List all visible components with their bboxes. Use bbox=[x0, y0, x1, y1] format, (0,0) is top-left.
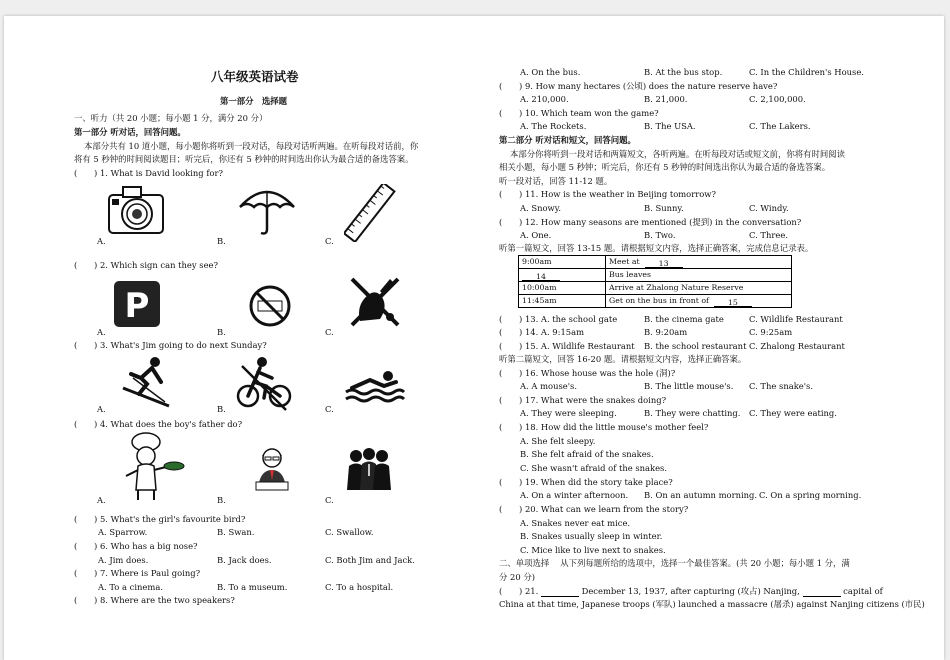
option: B. the cinema gate bbox=[644, 314, 724, 324]
option: A. On a winter afternoon. bbox=[520, 490, 629, 500]
listening-part2-heading: 第二部分 听对话和短文，回答问题。 bbox=[499, 135, 636, 145]
option-a-label: A. bbox=[97, 327, 106, 337]
option: C. Three. bbox=[749, 230, 788, 240]
option: C. She wasn't afraid of the snakes. bbox=[520, 463, 668, 473]
option: B. Sunny. bbox=[644, 203, 684, 213]
instruction-line: 相关小题，每小题 5 秒钟；听完后，你还有 5 秒钟的时间选出你认为最合适的备选答案。 bbox=[499, 162, 831, 172]
option: C. 9:25am bbox=[749, 327, 793, 337]
parking-sign-icon bbox=[112, 279, 162, 329]
question-9: ( ) 9. How many hectares (公顷) does the nature reserve have? bbox=[499, 81, 778, 91]
option: C. They were eating. bbox=[749, 408, 837, 418]
info-record-table bbox=[518, 255, 792, 308]
table-row bbox=[519, 256, 792, 269]
option-b-label: B. bbox=[217, 236, 226, 246]
grammar-section-heading: 二、单项选择 从下列每题所给的选项中，选择一个最佳答案。(共 20 小题；每小题 1 分，满 bbox=[499, 558, 850, 568]
table-row bbox=[519, 282, 792, 295]
question-10: ( ) 10. Which team won the game? bbox=[499, 108, 659, 118]
question-17: ( ) 17. What were the snakes doing? bbox=[499, 395, 667, 405]
option: B. At the bus stop. bbox=[644, 67, 723, 77]
ruler-icon bbox=[344, 184, 396, 242]
option-a-label: A. bbox=[97, 495, 106, 505]
option: C. Mice like to live next to snakes. bbox=[520, 545, 666, 555]
option: A. One. bbox=[520, 230, 552, 240]
table-row bbox=[519, 295, 792, 308]
blank-14[interactable]: 14 bbox=[522, 272, 560, 281]
question-20: ( ) 20. What can we learn from the story? bbox=[499, 504, 689, 514]
option: B. On an autumn morning. bbox=[644, 490, 758, 500]
listening-part1-heading: 第一部分 听对话，回答问题。 bbox=[74, 127, 186, 137]
table-cell: 11:45am bbox=[519, 295, 606, 308]
option: A. Snowy. bbox=[520, 203, 561, 213]
option: A. Sparrow. bbox=[98, 527, 148, 537]
swimming-icon bbox=[344, 368, 406, 404]
option: A. On the bus. bbox=[520, 67, 581, 77]
question-3: ( ) 3. What's Jim going to do next Sunday? bbox=[74, 340, 267, 350]
question-1: ( ) 1. What is David looking for? bbox=[74, 168, 223, 178]
listening-section-heading: 一、听力（共 20 小题；每小题 1 分，满分 20 分） bbox=[74, 113, 268, 123]
option: C. The snake's. bbox=[749, 381, 814, 391]
question-11: ( ) 11. How is the weather in Beijing tomorrow? bbox=[499, 189, 716, 199]
grammar-section-heading-cont: 分 20 分) bbox=[499, 572, 535, 582]
blank-15[interactable]: 15 bbox=[714, 298, 752, 307]
option: B. Two. bbox=[644, 230, 676, 240]
question-15: ( ) 15. A. Wildlife Restaurant bbox=[499, 341, 635, 351]
camera-icon bbox=[107, 181, 165, 239]
instruction-line: 听第二篇短文，回答 16-20 题。请根据短文内容，选择正确答案。 bbox=[499, 354, 747, 364]
danger-sign-icon bbox=[248, 284, 292, 328]
exam-title: 八年级英语试卷 bbox=[211, 69, 299, 84]
table-cell: Bus leaves bbox=[606, 269, 792, 282]
question-19: ( ) 19. When did the story take place? bbox=[499, 477, 673, 487]
exam-page bbox=[4, 16, 944, 660]
blank-21b[interactable] bbox=[803, 588, 841, 597]
question-5: ( ) 5. What's the girl's favourite bird? bbox=[74, 514, 246, 524]
option-c-label: C. bbox=[325, 495, 334, 505]
option: C. Zhalong Restaurant bbox=[749, 341, 845, 351]
table-row bbox=[519, 269, 792, 282]
option-b-label: B. bbox=[217, 495, 226, 505]
question-2: ( ) 2. Which sign can they see? bbox=[74, 260, 218, 270]
question-21-cont: China at that time, Japanese troops (军队) launched a massacre (屠杀) against Nanjing citizens (市民) bbox=[499, 599, 925, 609]
question-4: ( ) 4. What does the boy's father do? bbox=[74, 419, 243, 429]
option-c-label: C. bbox=[325, 327, 334, 337]
option: C. 2,100,000. bbox=[749, 94, 806, 104]
option: B. Jack does. bbox=[217, 555, 272, 565]
cycling-icon bbox=[234, 356, 294, 412]
question-13: ( ) 13. A. the school gate bbox=[499, 314, 618, 324]
option: C. On a spring morning. bbox=[759, 490, 862, 500]
question-6: ( ) 6. Who has a big nose? bbox=[74, 541, 198, 551]
option: B. She felt afraid of the snakes. bbox=[520, 449, 654, 459]
option: B. 9:20am bbox=[644, 327, 688, 337]
option: B. They were chatting. bbox=[644, 408, 741, 418]
instruction-line: 本部分你将听到一段对话和两篇短文，各听两遍。在听每段对话或短文前，你将有时间阅读 bbox=[510, 149, 845, 159]
umbrella-icon bbox=[236, 181, 298, 239]
option: A. 210,000. bbox=[520, 94, 569, 104]
option: C. Both Jim and Jack. bbox=[325, 555, 415, 565]
option: B. The USA. bbox=[644, 121, 696, 131]
question-18: ( ) 18. How did the little mouse's mother feel? bbox=[499, 422, 709, 432]
option: A. The Rockets. bbox=[520, 121, 587, 131]
group-of-people-icon bbox=[344, 446, 394, 492]
instruction-line: 听第一篇短文，回答 13-15 题。请根据短文内容，选择正确答案，完成信息记录表。 bbox=[499, 243, 814, 253]
table-cell: Meet at 13 bbox=[606, 256, 792, 269]
option-b-label: B. bbox=[217, 327, 226, 337]
table-cell bbox=[519, 269, 606, 282]
option: B. 21,000. bbox=[644, 94, 688, 104]
question-8: ( ) 8. Where are the two speakers? bbox=[74, 595, 235, 605]
table-cell: Arrive at Zhalong Nature Reserve bbox=[606, 282, 792, 295]
option: A. A mouse's. bbox=[520, 381, 577, 391]
instruction-line: 听一段对话，回答 11-12 题。 bbox=[499, 176, 613, 186]
table-cell: 9:00am bbox=[519, 256, 606, 269]
part-one-heading: 第一部分 选择题 bbox=[220, 96, 287, 106]
option-c-label: C. bbox=[325, 404, 334, 414]
option: C. To a hospital. bbox=[325, 582, 394, 592]
option-b-label: B. bbox=[217, 404, 226, 414]
instruction-line: 本部分共有 10 道小题，每小题你将听到一段对话，每段对话听两遍。在听每段对话前，你 bbox=[84, 141, 419, 151]
option: C. Windy. bbox=[749, 203, 789, 213]
question-12: ( ) 12. How many seasons are mentioned (提到) in the conversation? bbox=[499, 217, 802, 227]
option: B. Swan. bbox=[217, 527, 255, 537]
instruction-line: 将有 5 秒钟的时间阅读题目；听完后，你还有 5 秒钟的时间选出你认为最合适的备选答案。 bbox=[74, 154, 414, 164]
option: B. Snakes usually sleep in winter. bbox=[520, 531, 663, 541]
blank-13[interactable]: 13 bbox=[645, 259, 683, 268]
question-21: ( ) 21. December 13, 1937, after capturing (攻占) Nanjing, capital of bbox=[499, 586, 883, 596]
option: B. To a museum. bbox=[217, 582, 288, 592]
option: C. Swallow. bbox=[325, 527, 374, 537]
table-cell: Get on the bus in front of 15 bbox=[606, 295, 792, 308]
no-feeding-sign-icon bbox=[346, 273, 404, 329]
option: A. Snakes never eat mice. bbox=[520, 518, 631, 528]
blank-21a[interactable] bbox=[541, 588, 579, 597]
option: B. the school restaurant bbox=[644, 341, 747, 351]
office-worker-icon bbox=[254, 442, 290, 492]
question-14: ( ) 14. A. 9:15am bbox=[499, 327, 585, 337]
question-16: ( ) 16. Whose house was the hole (洞)? bbox=[499, 368, 676, 378]
svg-text:P: P bbox=[124, 286, 150, 326]
table-cell: 10:00am bbox=[519, 282, 606, 295]
option: B. The little mouse's. bbox=[644, 381, 734, 391]
option-c-label: C. bbox=[325, 236, 334, 246]
option: C. In the Children's House. bbox=[749, 67, 864, 77]
option: A. Jim does. bbox=[98, 555, 149, 565]
option: C. Wildlife Restaurant bbox=[749, 314, 843, 324]
chef-icon bbox=[116, 432, 186, 504]
question-7: ( ) 7. Where is Paul going? bbox=[74, 568, 201, 578]
option: C. The Lakers. bbox=[749, 121, 811, 131]
option: A. To a cinema. bbox=[98, 582, 163, 592]
option-a-label: A. bbox=[97, 404, 106, 414]
option: A. She felt sleepy. bbox=[520, 436, 596, 446]
option-a-label: A. bbox=[97, 236, 106, 246]
skiing-icon bbox=[119, 354, 175, 410]
option: A. They were sleeping. bbox=[520, 408, 617, 418]
